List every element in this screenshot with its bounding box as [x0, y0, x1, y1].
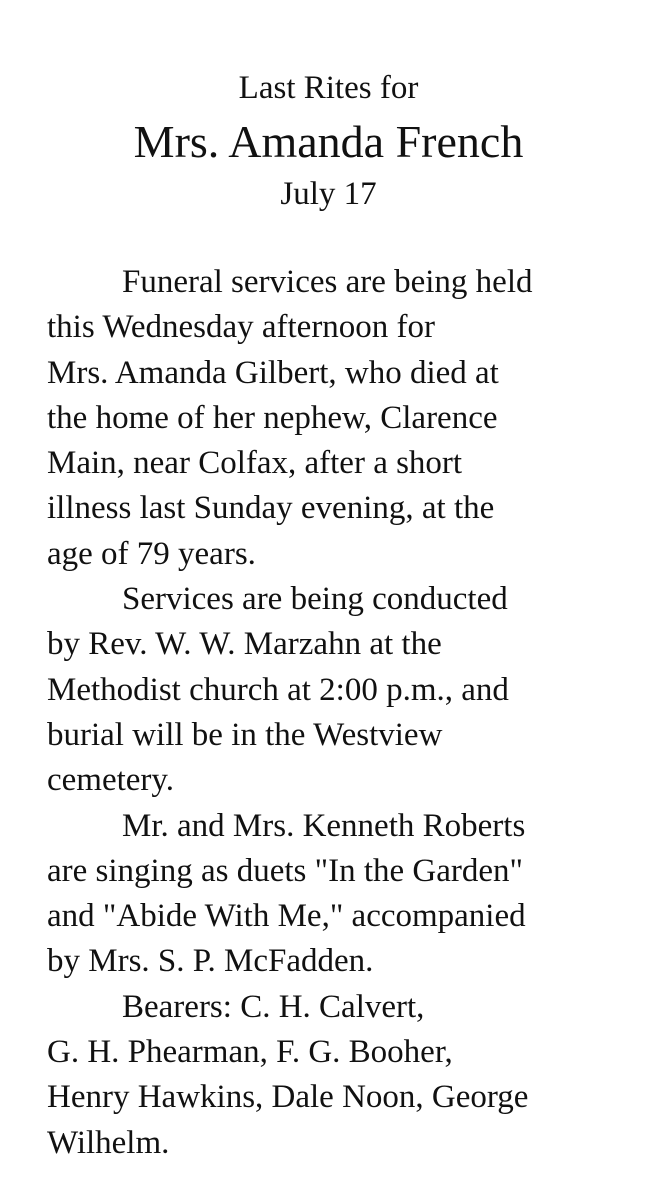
text-line: Services are being conducted — [122, 581, 508, 618]
obituary-kicker: Last Rites for — [238, 70, 419, 106]
text-line: age of 79 years. — [47, 535, 256, 572]
text-line: Henry Hawkins, Dale Noon, George — [47, 1079, 529, 1116]
paragraph-bearers — [47, 985, 617, 1166]
text-line: burial will be in the Westview — [47, 716, 443, 753]
text-line: this Wednesday afternoon for — [47, 309, 436, 346]
text-line: Mrs. Amanda Gilbert, who died at — [47, 354, 499, 391]
text-line: Main, near Colfax, after a short — [47, 445, 463, 482]
obituary-headline: Mrs. Amanda French — [133, 116, 524, 167]
text-line: Funeral services are being held — [122, 264, 533, 300]
obituary-date: July 17 — [280, 176, 377, 212]
text-line: by Mrs. S. P. McFadden. — [47, 943, 374, 980]
text-line: cemetery. — [47, 762, 175, 799]
text-line: G. H. Phearman, F. G. Booher, — [47, 1034, 453, 1071]
text-line: Methodist church at 2:00 p.m., and — [47, 671, 509, 708]
paragraph-funeral-services — [47, 260, 617, 577]
paragraph-music — [47, 804, 617, 985]
text-line: Wilhelm. — [47, 1124, 170, 1161]
text-line: are singing as duets "In the Garden" — [47, 852, 523, 889]
text-line: and "Abide With Me," accompanied — [47, 898, 526, 935]
text-line: illness last Sunday evening, at the — [47, 490, 495, 527]
text-line: Bearers: C. H. Calvert, — [122, 988, 425, 1025]
text-line: by Rev. W. W. Marzahn at the — [47, 626, 442, 663]
obituary-body — [47, 260, 617, 1166]
paragraph-services-conducted — [47, 577, 617, 803]
text-line: Mr. and Mrs. Kenneth Roberts — [122, 807, 526, 844]
text-line: the home of her nephew, Clarence — [47, 399, 498, 436]
